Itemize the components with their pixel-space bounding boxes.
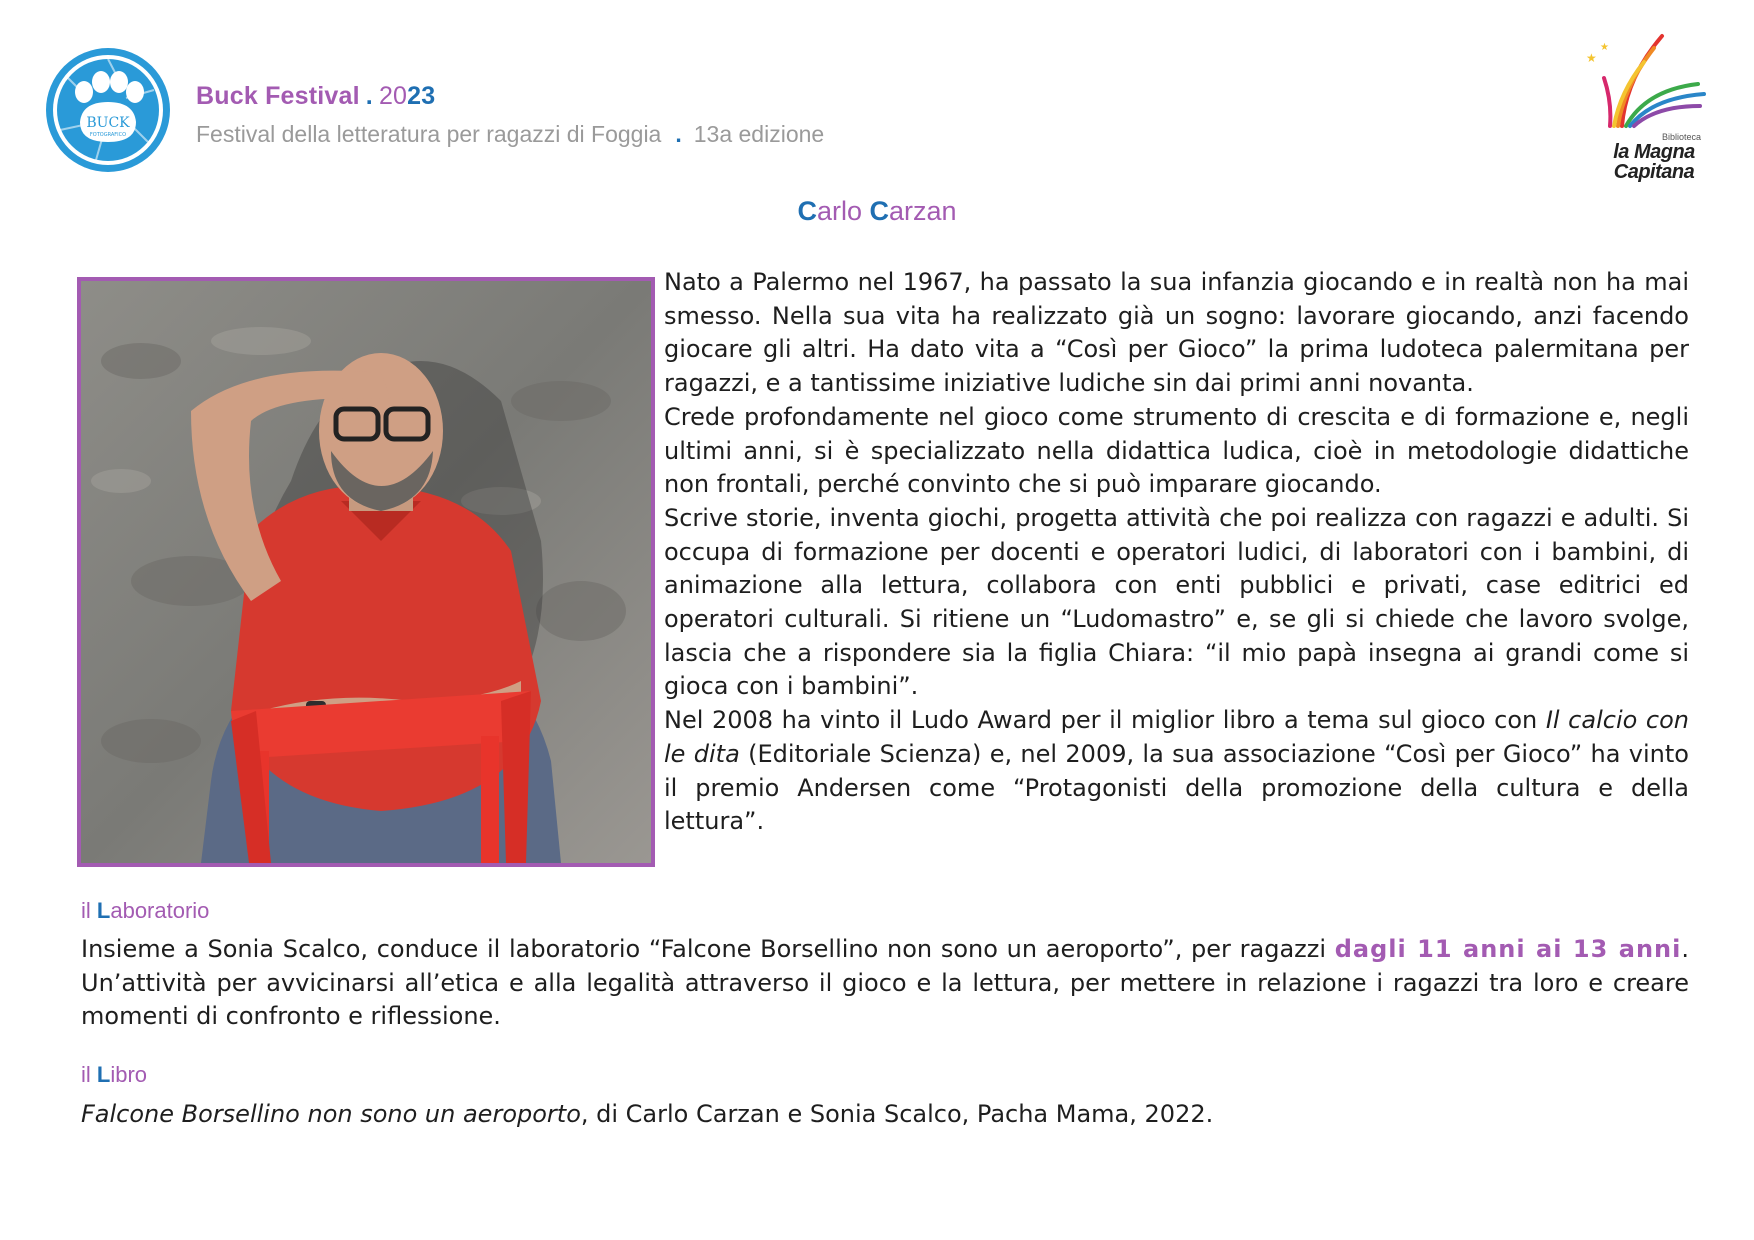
rainbow-swoosh-logo-icon bbox=[1574, 28, 1714, 138]
svg-text:★: ★ bbox=[1586, 51, 1597, 65]
library-small-label: Biblioteca bbox=[1662, 132, 1702, 142]
bio-paragraph-1: Nato a Palermo nel 1967, ha passato la sua infanzia giocando e in realtà non ha mai smesso. Nella sua vita ha realizzato già un sogno: lavorare giocando, anzi facendo giocare gli altri. Ha dato vita a “Così per Gioco” la prima ludoteca palermitana per ragazzi, e a tantissime iniziative ludiche sin dai primi anni novanta. bbox=[664, 268, 1689, 398]
laboratorio-prefix: il bbox=[81, 898, 97, 923]
library-name-line1: la Magna bbox=[1613, 141, 1695, 163]
bio-p4-start: Nel 2008 ha vinto il Ludo Award per il miglior libro a tema sul gioco con bbox=[664, 706, 1546, 735]
subtitle-separator: . bbox=[675, 121, 682, 147]
svg-text:★: ★ bbox=[1600, 42, 1609, 53]
biblioteca-logo bbox=[1574, 28, 1714, 183]
subtitle-text: Festival della letteratura per ragazzi di Foggia bbox=[196, 121, 662, 147]
bio-p4-book-title: Il calcio con le dita bbox=[664, 706, 1689, 768]
festival-subtitle bbox=[196, 121, 824, 148]
laboratorio-text-end: . Un’attività per avvicinarsi all’etica e alla legalità attraverso il gioco e la lettura, per mettere in relazione i ragazzi tra loro e creare momenti di confronto e riflessione. bbox=[81, 935, 1689, 1030]
logo-text: BUCK bbox=[86, 115, 130, 131]
buck-festival-logo bbox=[44, 46, 172, 174]
header-separator: . bbox=[365, 82, 373, 110]
festival-title bbox=[196, 82, 824, 111]
library-name bbox=[1594, 142, 1714, 182]
laboratorio-description bbox=[81, 933, 1689, 1034]
laboratorio-age-range: dagli 11 anni ai 13 anni bbox=[1334, 935, 1682, 963]
page-title bbox=[0, 196, 1754, 227]
author-portrait bbox=[77, 277, 655, 867]
header bbox=[196, 82, 824, 148]
laboratorio-initial: L bbox=[96, 898, 111, 923]
bio-p4-end: (Editoriale Scienza) e, nel 2009, la sua associazione “Così per Gioco” ha vinto il premio Andersen come “Protagonisti della promozione della cultura e della lettura”. bbox=[664, 739, 1689, 836]
portrait-photo-icon bbox=[81, 281, 651, 863]
year-part1: 20 bbox=[378, 82, 408, 110]
libro-title: Falcone Borsellino non sono un aeroporto bbox=[81, 1100, 581, 1128]
paw-camera-logo-icon bbox=[44, 46, 172, 174]
laboratorio-text-start: Insieme a Sonia Scalco, conduce il laboratorio “Falcone Borsellino non sono un aeroporto”, per ragazzi bbox=[81, 935, 1335, 963]
libro-reference bbox=[81, 1098, 1689, 1131]
title-first-rest: arlo bbox=[816, 196, 870, 226]
edition-text: 13a edizione bbox=[693, 121, 825, 147]
libro-details: , di Carlo Carzan e Sonia Scalco, Pacha Mama, 2022. bbox=[580, 1100, 1214, 1128]
logo-caption: FOTOGRAFICO bbox=[89, 132, 127, 138]
bio-paragraph-3: Scrive storie, inventa giochi, progetta attività che poi realizza con ragazzi e adulti. Si occupa di formazione per docenti e operatori ludici, di laboratori con i bambini, di animazione alla lettura, collabora con enti pubblici e privati, case editrici ed operatori culturali. Si ritiene un “Ludomastro” e, se gli si chiede che lavoro svolge, lascia che a rispondere sia la figlia Chiara: “il mio papà insegna ai grandi come si gioca con i bambini”. bbox=[664, 503, 1689, 701]
bio-paragraph-2: Crede profondamente nel gioco come strumento di crescita e di formazione e, negli ultimi anni, si è specializzato nella didattica ludica, cioè in metodologie didattiche non frontali, perché convinto che si può imparare giocando. bbox=[664, 402, 1689, 499]
bio-paragraph-4 bbox=[664, 704, 1689, 839]
laboratorio-heading bbox=[81, 898, 209, 924]
year-part2: 23 bbox=[407, 82, 436, 110]
laboratorio-rest: aboratorio bbox=[110, 898, 210, 923]
title-first-initial: C bbox=[797, 196, 817, 226]
author-biography bbox=[664, 266, 1689, 839]
libro-initial: L bbox=[96, 1062, 111, 1087]
libro-heading bbox=[81, 1062, 147, 1088]
title-last-rest: arzan bbox=[888, 196, 957, 226]
libro-prefix: il bbox=[81, 1062, 97, 1087]
festival-name: Buck Festival bbox=[196, 82, 360, 110]
title-last-initial: C bbox=[869, 196, 889, 226]
libro-rest: ibro bbox=[110, 1062, 148, 1087]
library-name-line2: Capitana bbox=[1613, 161, 1695, 183]
